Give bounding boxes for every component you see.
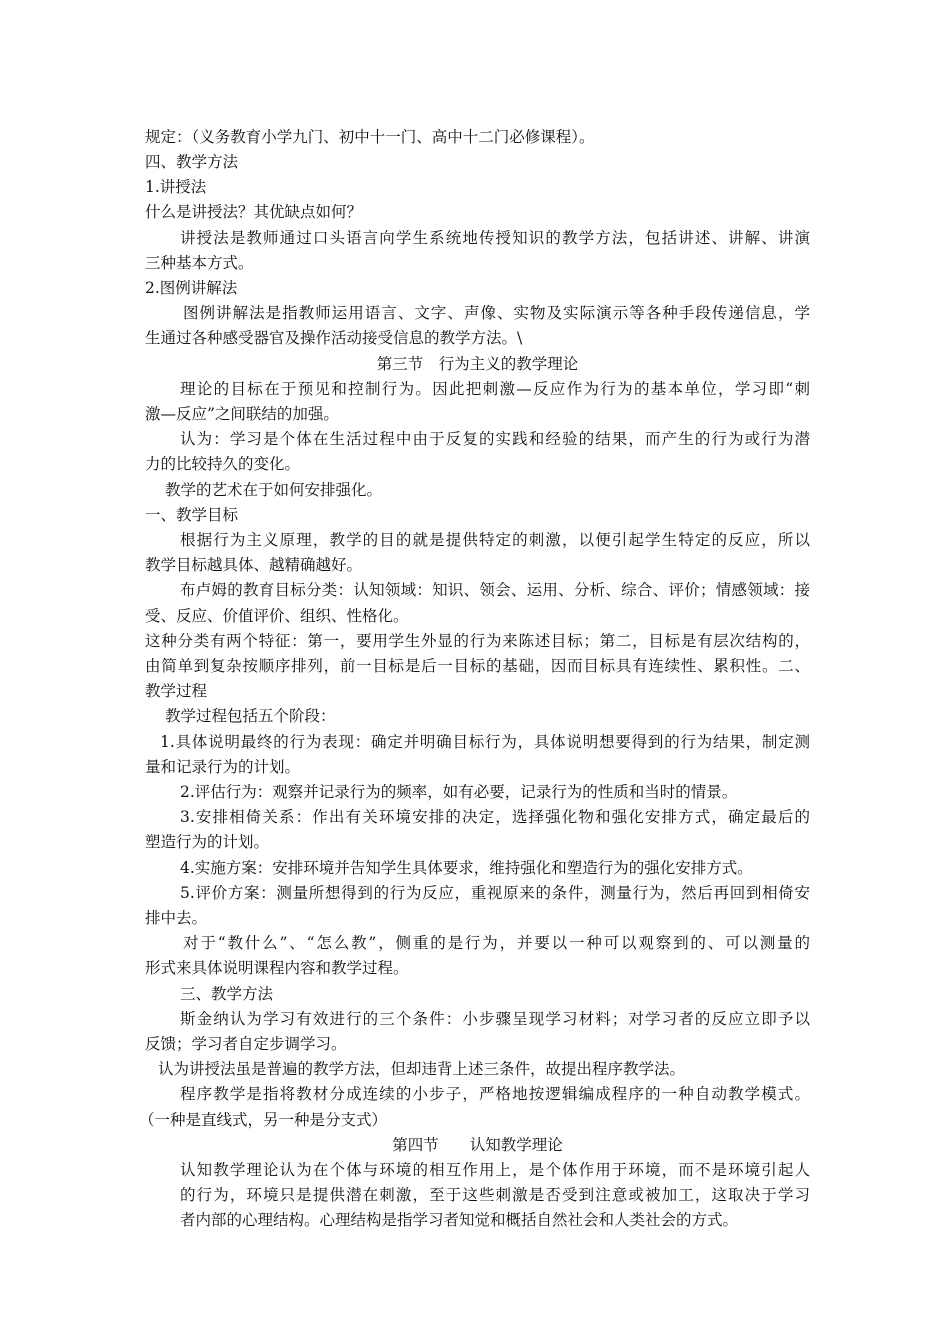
text-line: 塑造行为的计划。: [145, 833, 270, 851]
text-line: 量和记录行为的计划。: [145, 758, 301, 776]
list-item: 3.安排相倚关系：作出有关环境安排的决定，选择强化物和强化安排方式，确定最后的: [180, 808, 810, 826]
list-item: 2.评估行为：观察并记录行为的频率，如有必要，记录行为的性质和当时的情景。: [180, 783, 738, 801]
section-heading: 教学过程: [145, 682, 208, 700]
text-line: 理论的目标在于预见和控制行为。因此把刺激—反应作为行为的基本单位，学习即“刺: [180, 380, 810, 398]
subsection-heading: 1.讲授法: [145, 178, 207, 196]
text-line: 什么是讲授法？其优缺点如何？: [145, 203, 363, 221]
text-line: 教学的艺术在于如何安排强化。: [165, 481, 383, 499]
text-line: 认知教学理论认为在个体与环境的相互作用上，是个体作用于环境，而不是环境引起人: [180, 1161, 810, 1179]
text-line: 这种分类有两个特征：第一，要用学生外显的行为来陈述目标；第二，目标是有层次结构的，: [145, 632, 810, 650]
list-item: 5.评价方案：测量所想得到的行为反应，重视原来的条件，测量行为，然后再回到相倚安: [180, 884, 810, 902]
text-line: 根据行为主义原理，教学的目的就是提供特定的刺激，以便引起学生特定的反应，所以: [180, 531, 810, 549]
text-line: 形式来具体说明课程内容和教学过程。: [145, 959, 409, 977]
text-line: 教学过程包括五个阶段：: [165, 707, 336, 725]
text-line: 三种基本方式。: [145, 254, 254, 272]
text-line: （一种是直线式，另一种是分支式）: [139, 1111, 388, 1129]
list-item: 4.实施方案：安排环境并告知学生具体要求，维持强化和塑造行为的强化安排方式。: [180, 859, 753, 877]
text-line: 排中去。: [145, 909, 208, 927]
chapter-section-title: 第三节 行为主义的教学理论: [376, 355, 579, 373]
section-heading: 一、教学目标: [145, 506, 239, 524]
text-line: 认为：学习是个体在生活过程中由于反复的实践和经验的结果，而产生的行为或行为潜: [180, 430, 810, 448]
text-line: 生通过各种感受器官及操作活动接受信息的教学方法。\: [145, 329, 523, 347]
chapter-section-title: 第四节 认知教学理论: [392, 1136, 563, 1154]
section-heading: 三、教学方法: [180, 985, 274, 1003]
text-line: 讲授法是教师通过口头语言向学生系统地传授知识的教学方法，包括讲述、讲解、讲演: [180, 229, 810, 247]
text-line: 者内部的心理结构。心理结构是指学习者知觉和概括自然社会和人类社会的方式。: [180, 1211, 739, 1229]
text-line: 力的比较持久的变化。: [145, 455, 301, 473]
text-line: 的行为，环境只是提供潜在刺激，至于这些刺激是否受到注意或被加工，这取决于学习: [180, 1186, 810, 1204]
section-heading: 四、教学方法: [145, 153, 239, 171]
list-item: 1.具体说明最终的行为表现：确定并明确目标行为，具体说明想要得到的行为结果，制定测: [160, 733, 810, 751]
text-line: 教学目标越具体、越精确越好。: [145, 556, 363, 574]
text-line: 对于“教什么”、“怎么教”，侧重的是行为，并要以一种可以观察到的、可以测量的: [183, 934, 810, 952]
text-line: 激—反应”之间联结的加强。: [145, 405, 339, 423]
text-line: 斯金纳认为学习有效进行的三个条件：小步骤呈现学习材料；对学习者的反应立即予以: [180, 1010, 810, 1028]
text-line: 规定：（义务教育小学九门、初中十一门、高中十二门必修课程）。: [145, 128, 595, 146]
text-line: 受、反应、价值评价、组织、性格化。: [145, 607, 409, 625]
text-line: 反馈；学习者自定步调学习。: [145, 1035, 347, 1053]
subsection-heading: 2.图例讲解法: [145, 279, 238, 297]
text-line: 程序教学是指将教材分成连续的小步子，严格地按逻辑编成程序的一种自动教学模式。: [180, 1085, 810, 1103]
text-line: 由简单到复杂按顺序排列，前一目标是后一目标的基础，因而目标具有连续性、累积性。二、: [145, 657, 810, 675]
text-line: 图例讲解法是指教师运用语言、文字、声像、实物及实际演示等各种手段传递信息，学: [183, 304, 810, 322]
text-line: 布卢姆的教育目标分类：认知领域：知识、领会、运用、分析、综合、评价；情感领域：接: [180, 581, 810, 599]
text-line: 认为讲授法虽是普遍的教学方法，但却违背上述三条件，故提出程序教学法。: [158, 1060, 686, 1078]
